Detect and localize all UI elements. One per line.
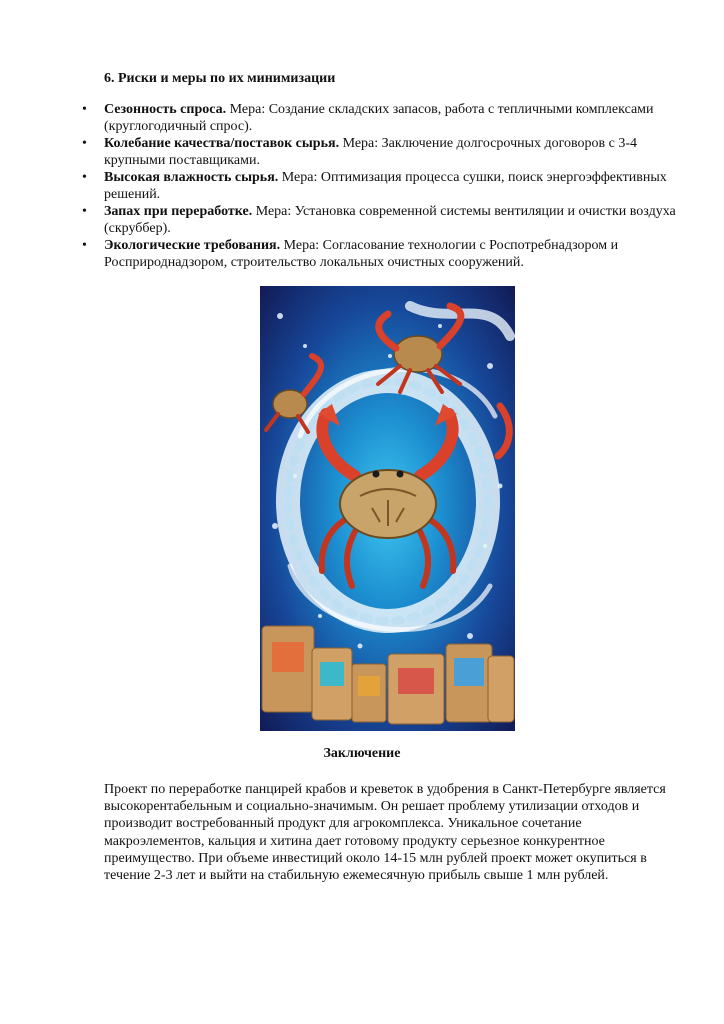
conclusion-paragraph: Проект по переработке панцирей крабов и креветок в удобрения в Санкт-Петербурге является высокорентабельным и социально-значимым. Он решает проблему утилизации отходов и производит востребованный продукт для агрокомплекса. Уникальное сочетание макроэлементов, кальция и хитина дает готовому продукту серьезное конкурентное преимущество. При объеме инвестиций около 14-15 млн рублей проект может окупиться в течение 2-3 лет и выйти на стабильную ежемесячную прибыль свыше 1 млн рублей. xyxy=(104,782,666,884)
section-title: 6. Риски и меры по их минимизации xyxy=(104,71,336,86)
risk-measure: Мера: Заключение долгосрочных договоров с 3-4 крупными поставщиками. xyxy=(104,136,638,168)
list-item xyxy=(80,237,680,271)
risk-measure: Мера: Установка современной системы вентиляции и очистки воздуха (скруббер). xyxy=(104,204,676,236)
conclusion-title: Заключение xyxy=(323,746,401,761)
risk-name: Сезонность спроса. xyxy=(104,102,227,117)
list-item xyxy=(80,203,680,237)
crab-illustration xyxy=(260,286,515,731)
list-item xyxy=(80,101,680,135)
list-item xyxy=(80,135,680,169)
risk-name: Запах при переработке. xyxy=(104,204,253,219)
risk-measure: Мера: Создание складских запасов, работа с тепличными комплексами (круглогодичный спрос). xyxy=(104,102,654,134)
risk-measure: Мера: Согласование технологии с Роспотребнадзором и Росприроднадзором, строительство локальных очистных сооружений. xyxy=(104,238,619,270)
risk-name: Колебание качества/поставок сырья. xyxy=(104,136,340,151)
crab-fertilizer-illustration-icon xyxy=(260,286,515,731)
risks-list xyxy=(80,101,680,271)
risk-measure: Мера: Оптимизация процесса сушки, поиск энергоэффективных решений. xyxy=(104,170,667,202)
list-item xyxy=(80,169,680,203)
risk-name: Экологические требования. xyxy=(104,238,281,253)
risk-name: Высокая влажность сырья. xyxy=(104,170,279,185)
